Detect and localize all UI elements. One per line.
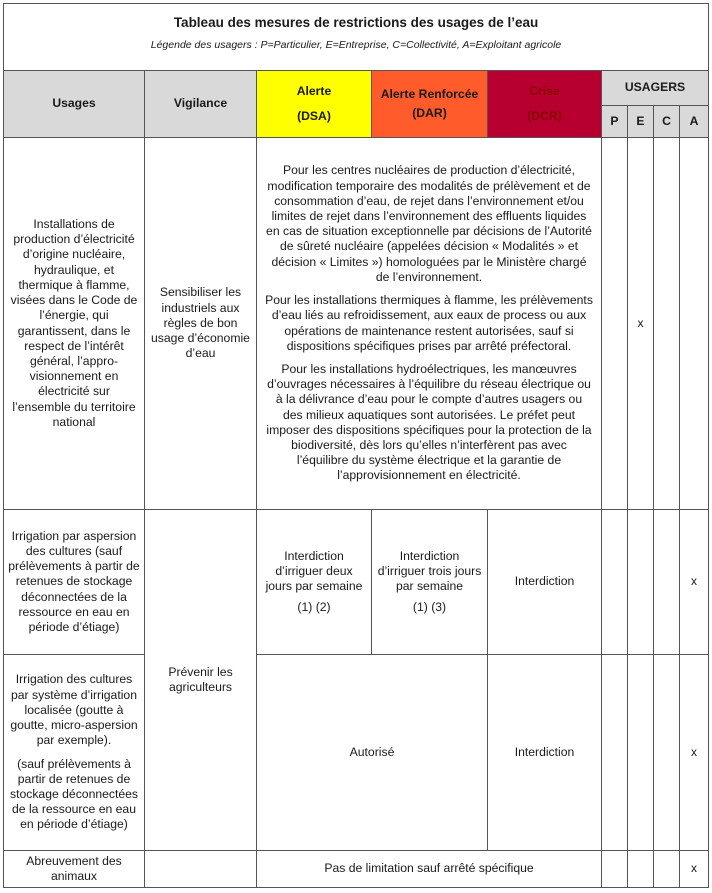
user-p-abreuvement: [602, 851, 628, 888]
user-e-abreuvement: [628, 851, 654, 888]
user-a-localisee: x: [680, 655, 709, 851]
row-electricite: [4, 138, 709, 510]
row-localisee: [4, 655, 709, 851]
alerte-aspersion-note: (1) (2): [297, 600, 331, 615]
alerte-renforcee-localisee: Autorisé: [257, 655, 488, 851]
user-a-abreuvement: x: [680, 851, 709, 888]
header-alerte-renforcee: [372, 71, 488, 138]
usage-electricite: Installations de production d’électricité d’origine nucléaire, hydraulique, et thermique à flamme, visées dans le Code de l’énergie, qui garantissent, dans le respect de l’intérêt général, l’appro-visionnement en électricité sur l’ensemble du territoire national: [4, 138, 145, 510]
user-p-electricite: [602, 138, 628, 510]
header-crise-label: Crise: [529, 83, 560, 98]
alerte-aspersion: [257, 510, 372, 655]
renforcee-aspersion: [372, 510, 488, 655]
header-renforcee-label: Alerte Renforcée: [380, 86, 479, 101]
user-a-aspersion: x: [680, 510, 709, 655]
usage-localisee-text: Irrigation des cultures par système d’irrigation localisée (goutte à goutte, micro-aspersion par exemple).: [10, 672, 138, 748]
user-c-electricite: [654, 138, 680, 510]
header-user-a: A: [680, 106, 709, 138]
header-vigilance: Vigilance: [145, 71, 257, 138]
header-user-p: P: [602, 106, 628, 138]
title-cell: [4, 4, 709, 71]
header-usagers: USAGERS: [602, 71, 709, 106]
vigilance-abreuvement: [145, 851, 257, 888]
header-row-1: [4, 71, 709, 106]
measure-nucleaire: Pour les centres nucléaires de production d’électricité, modification temporaire des modalités de prélèvement et de consommation d’eau, de rejet dans l’environnement et/ou limites de rejet dans l’environnement des effluents liquides en cas de situation exceptionnelle par décisions de l’Autorité de sûreté nucléaire (appelées décision « Modalités » et décision « Limites ») homologuées par le Ministère chargé de l’environnement.: [266, 163, 592, 284]
restrictions-table: [3, 3, 709, 888]
header-renforcee-code: (DAR): [412, 106, 447, 120]
header-crise: [488, 71, 602, 138]
table-title: Tableau des mesures de restrictions des usages de l’eau: [173, 15, 539, 30]
measure-abreuvement: Pas de limitation sauf arrêté spécifique: [257, 851, 602, 888]
user-p-localisee: [602, 655, 628, 851]
measures-electricite: [257, 138, 602, 510]
usage-localisee: [4, 655, 145, 851]
renforcee-aspersion-text: Interdiction d’irriguer trois jours par semaine: [377, 548, 482, 593]
user-e-aspersion: [628, 510, 654, 655]
header-alerte-label: Alerte: [296, 83, 332, 98]
user-c-localisee: [654, 655, 680, 851]
user-p-aspersion: [602, 510, 628, 655]
row-abreuvement: [4, 851, 709, 888]
users-legend: Légende des usagers : P=Particulier, E=Entreprise, C=Collectivité, A=Exploitant agricole: [150, 39, 562, 51]
usage-aspersion: Irrigation par aspersion des cultures (sauf prélèvements à partir de retenues de stockage déconnectées de la ressource en eau en période d’étiage): [4, 510, 145, 655]
measure-hydro: Pour les installations hydroélectriques, les manœuvres d’ouvrages nécessaires à l’équilibre du réseau électrique ou à la délivrance d’eau pour le compte d’autres usagers ou des milieux aquatiques sont autorisées. Le préfet peut imposer des dispositions spécifiques pour la protection de la biodiversité, dès lors qu’elles n’interfèrent pas avec l’équilibre du système électrique et la garantie de l’approvisionnement en électricité.: [266, 361, 592, 483]
header-alerte-code: (DSA): [297, 109, 331, 123]
vigilance-electricite: Sensibiliser les industriels aux règles de bon usage d’économie d’eau: [145, 138, 257, 510]
row-aspersion: [4, 510, 709, 655]
header-usages: Usages: [4, 71, 145, 138]
crise-localisee: Interdiction: [488, 655, 602, 851]
user-a-electricite: [680, 138, 709, 510]
header-user-c: C: [654, 106, 680, 138]
measure-thermique: Pour les installations thermiques à flamme, les prélèvements d’eau liés au refroidissement, aux eaux de process ou aux opérations de maintenance restent autorisées, sauf si dispositions spécifiques prises par arrêté préfectoral.: [265, 293, 593, 353]
user-c-aspersion: [654, 510, 680, 655]
vigilance-agriculteurs: Prévenir les agriculteurs: [145, 510, 257, 851]
header-alerte: [257, 71, 372, 138]
user-e-localisee: [628, 655, 654, 851]
usage-localisee-note: (sauf prélèvements à partir de retenues de stockage déconnectées de la ressource en eau en période d’étiage): [9, 756, 139, 832]
alerte-aspersion-text: Interdiction d’irriguer deux jours par semaine: [265, 548, 363, 593]
user-e-electricite: x: [628, 138, 654, 510]
renforcee-aspersion-note: (1) (3): [412, 600, 447, 615]
crise-aspersion: Interdiction: [488, 510, 602, 655]
header-user-e: E: [628, 106, 654, 138]
title-row: [4, 4, 709, 71]
header-crise-code: (DCR): [527, 109, 562, 123]
usage-abreuvement: Abreuvement des animaux: [4, 851, 145, 888]
user-c-abreuvement: [654, 851, 680, 888]
